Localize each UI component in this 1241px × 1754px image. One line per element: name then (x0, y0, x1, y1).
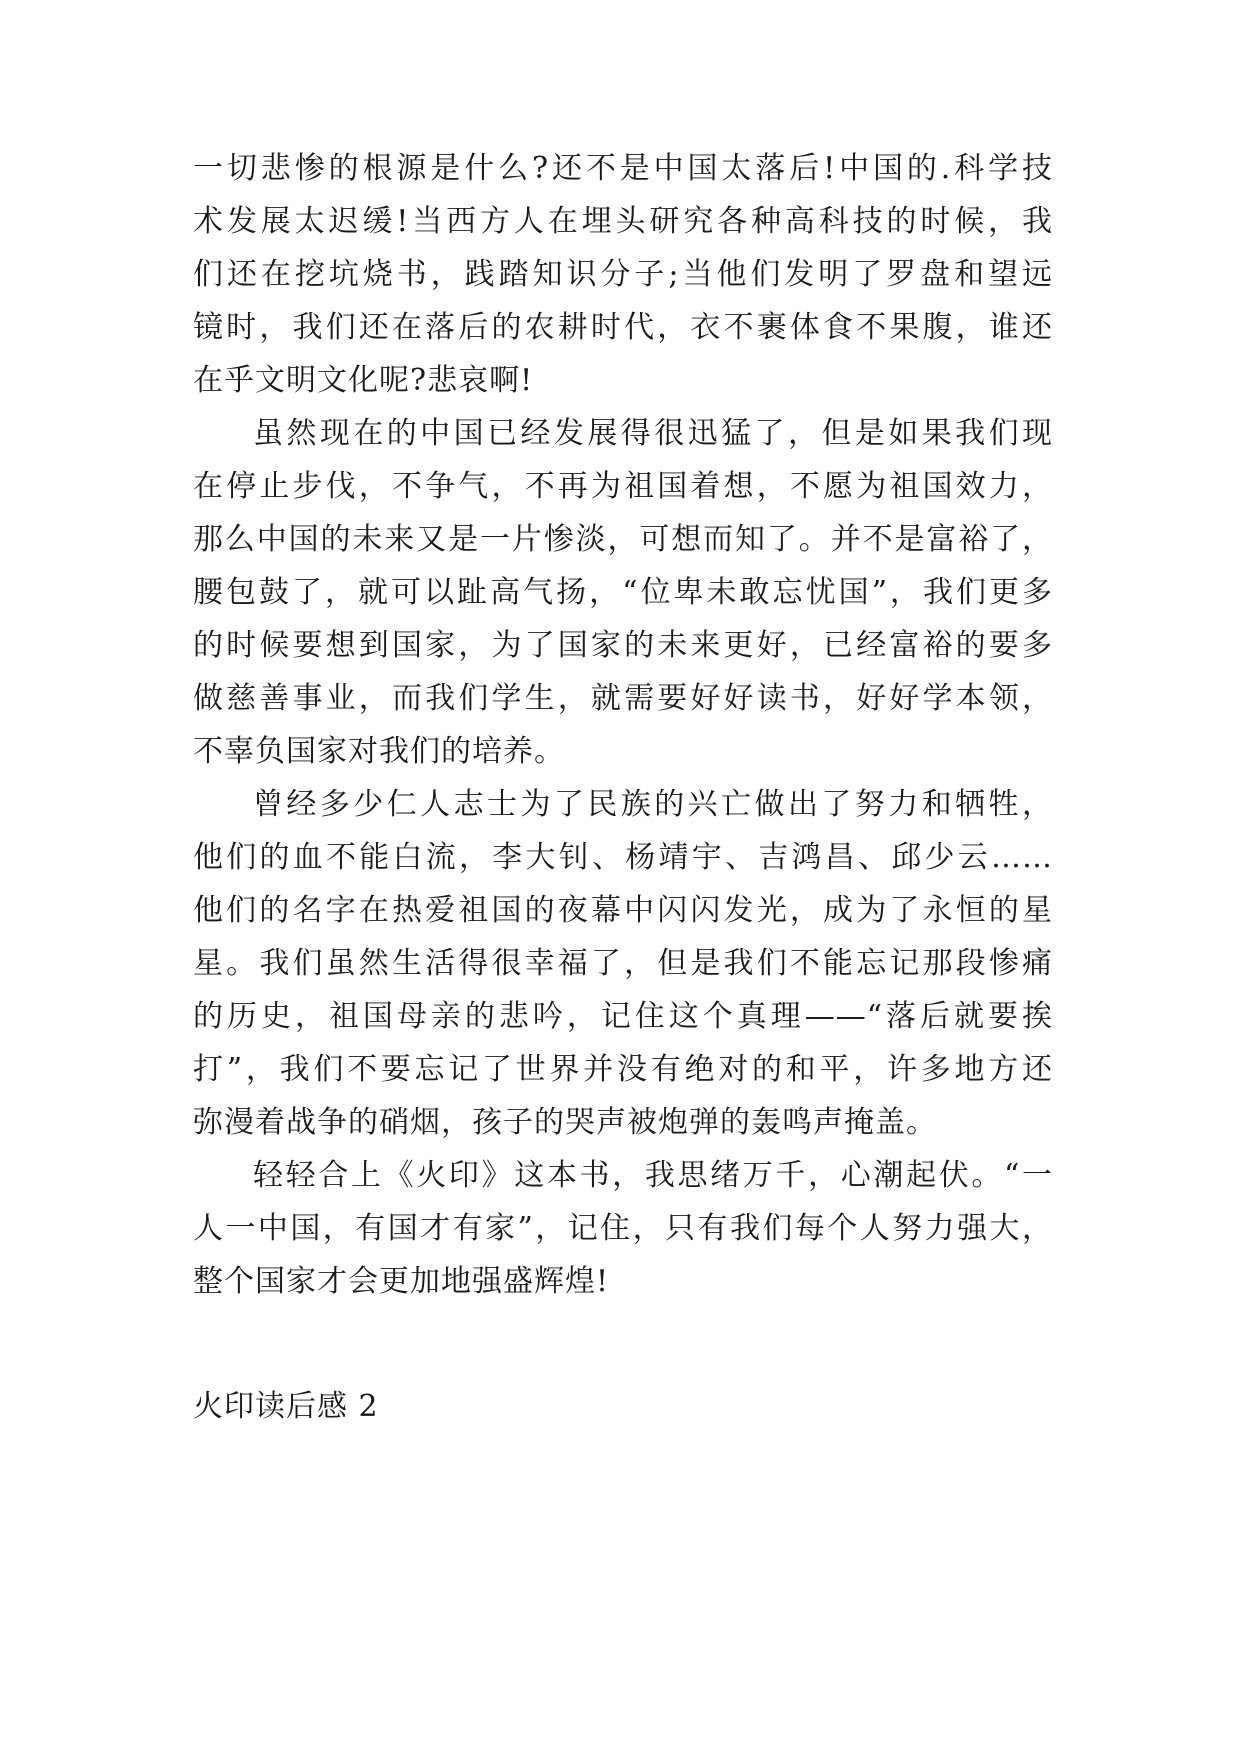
text-line: 的历史，祖国母亲的悲吟，记住这个真理——“落后就要挨 (193, 999, 1053, 1034)
text-line: 的时候要想到国家，为了国家的未来更好，已经富裕的要多 (193, 628, 1053, 663)
text-line: 腰包鼓了，就可以趾高气扬，“位卑未敢忘忧国”，我们更多 (193, 575, 1053, 610)
section-heading: 火印读后感 2 (193, 1389, 379, 1424)
text-line: 他们的血不能白流，李大钊、杨靖宇、吉鸿昌、邱少云…… (193, 840, 1053, 875)
text-line: 人一中国，有国才有家”，记住，只有我们每个人努力强大， (193, 1211, 1053, 1246)
text-line: 那么中国的未来又是一片惨淡，可想而知了。并不是富裕了， (193, 522, 1053, 557)
text-line: 不辜负国家对我们的培养。 (193, 734, 565, 769)
text-line: 术发展太迟缓!当西方人在埋头研究各种高科技的时候，我 (193, 204, 1053, 239)
paragraph-1 (193, 142, 1053, 407)
paragraph-3 (193, 778, 1053, 1149)
text-line: 曾经多少仁人志士为了民族的兴亡做出了努力和牺牲， (253, 787, 1053, 822)
text-line: 在乎文明文化呢?悲哀啊! (193, 363, 534, 398)
text-line: 他们的名字在热爱祖国的夜幕中闪闪发光，成为了永恒的星 (193, 893, 1053, 928)
text-line: 星。我们虽然生活得很幸福了，但是我们不能忘记那段惨痛 (193, 946, 1053, 981)
text-line: 轻轻合上《火印》这本书，我思绪万千，心潮起伏。“一 (253, 1158, 1053, 1193)
paragraph-4 (193, 1149, 1053, 1308)
text-line: 打”，我们不要忘记了世界并没有绝对的和平，许多地方还 (193, 1052, 1053, 1087)
text-line: 一切悲惨的根源是什么?还不是中国太落后!中国的.科学技 (193, 151, 1053, 186)
text-line: 们还在挖坑烧书，践踏知识分子;当他们发明了罗盘和望远 (193, 257, 1053, 292)
text-line: 镜时，我们还在落后的农耕时代，衣不裹体食不果腹，谁还 (193, 310, 1053, 345)
text-line: 虽然现在的中国已经发展得很迅猛了，但是如果我们现 (253, 416, 1053, 451)
paragraph-2 (193, 407, 1053, 778)
text-line: 在停止步伐，不争气，不再为祖国着想，不愿为祖国效力， (193, 469, 1053, 504)
document-body (193, 142, 1053, 1308)
text-line: 做慈善事业，而我们学生，就需要好好读书，好好学本领， (193, 681, 1053, 716)
text-line: 整个国家才会更加地强盛辉煌! (193, 1264, 610, 1299)
text-line: 弥漫着战争的硝烟，孩子的哭声被炮弹的轰鸣声掩盖。 (193, 1105, 937, 1140)
